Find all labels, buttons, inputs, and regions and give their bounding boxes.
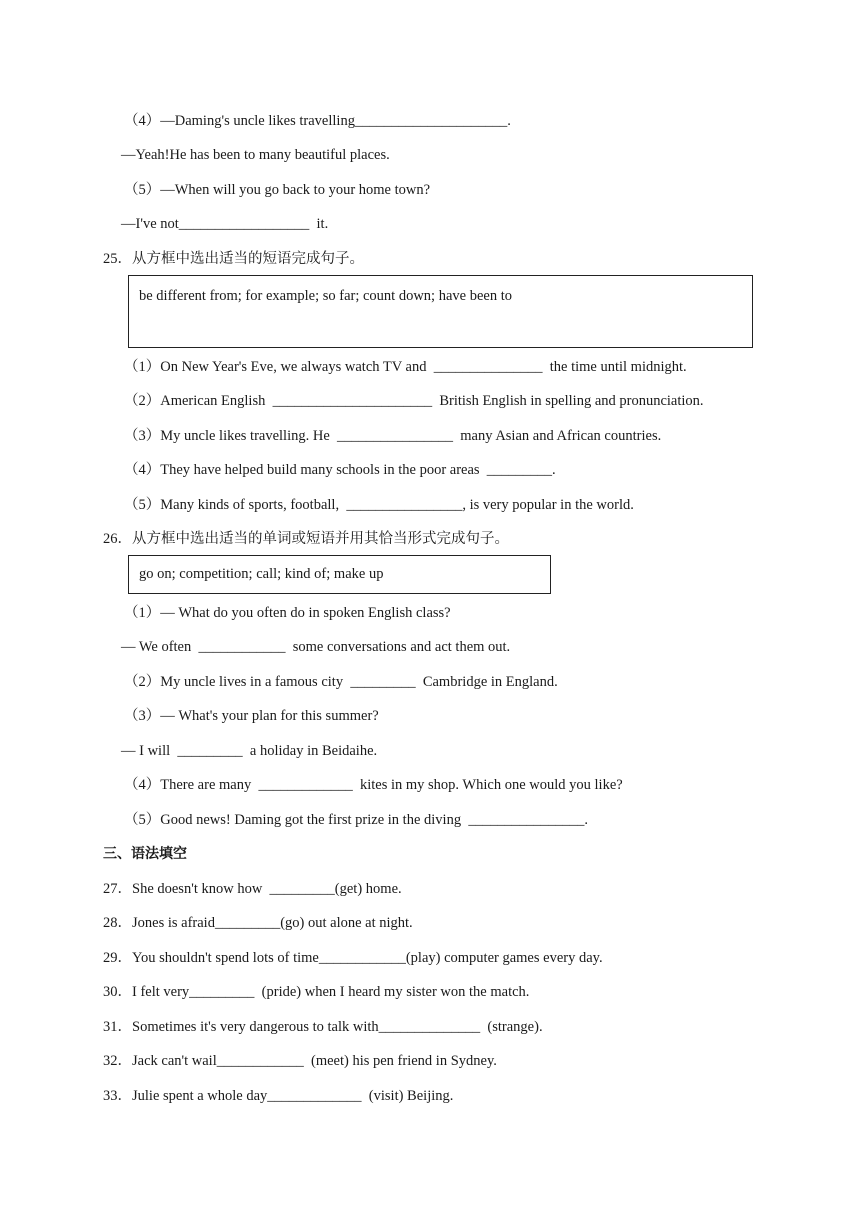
line-q26-3-answer: — I will _________ a holiday in Beidaihe. [121, 743, 378, 759]
word-box-25-text: be different from; for example; so far; count down; have been to [139, 288, 512, 304]
question-30: 30．I felt very_________ (pride) when I heard my sister won the match. [103, 984, 530, 1000]
question-26-heading: 26．从方框中选出适当的单词或短语并用其恰当形式完成句子。 [103, 531, 509, 547]
line-q26-1: （1）— What do you often do in spoken English class? [124, 605, 451, 621]
line-q25-3: （3）My uncle likes travelling. He ________________ many Asian and African countries. [124, 428, 662, 444]
question-25-heading: 25．从方框中选出适当的短语完成句子。 [103, 251, 364, 267]
line-q25-4: （4）They have helped build many schools in the poor areas _________. [124, 462, 556, 478]
word-box-26-text: go on; competition; call; kind of; make up [139, 566, 384, 582]
line-q26-1-answer: — We often ____________ some conversations and act them out. [121, 639, 511, 655]
line-q26-5: （5）Good news! Daming got the first prize in the diving ________________. [124, 812, 588, 828]
line-q24-5: （5）—When will you go back to your home town? [124, 182, 431, 198]
question-29: 29．You shouldn't spend lots of time____________(play) computer games every day. [103, 950, 603, 966]
line-q25-5: （5）Many kinds of sports, football, ________________, is very popular in the world. [124, 497, 634, 513]
section-3-heading: 三、语法填空 [103, 846, 187, 862]
question-27: 27．She doesn't know how _________(get) home. [103, 881, 402, 897]
line-q26-4: （4）There are many _____________ kites in my shop. Which one would you like? [124, 777, 623, 793]
question-28: 28．Jones is afraid_________(go) out alone at night. [103, 915, 413, 931]
question-31: 31．Sometimes it's very dangerous to talk with______________ (strange). [103, 1019, 543, 1035]
line-q25-2: （2）American English ______________________ British English in spelling and pronunciation. [124, 393, 704, 409]
line-q24-5-answer: —I've not__________________ it. [121, 216, 329, 232]
word-box-26 [128, 555, 551, 594]
line-q25-1: （1）On New Year's Eve, we always watch TV and _______________ the time until midnight. [124, 359, 687, 375]
line-q26-2: （2）My uncle lives in a famous city _________ Cambridge in England. [124, 674, 558, 690]
line-q26-3: （3）— What's your plan for this summer? [124, 708, 379, 724]
line-q24-4-answer: —Yeah!He has been to many beautiful places. [121, 147, 390, 163]
question-33: 33．Julie spent a whole day_____________ (visit) Beijing. [103, 1088, 454, 1104]
line-q24-4: （4）—Daming's uncle likes travelling_____________________. [124, 113, 511, 129]
word-box-25 [128, 275, 753, 348]
question-32: 32．Jack can't wail____________ (meet) his pen friend in Sydney. [103, 1053, 497, 1069]
